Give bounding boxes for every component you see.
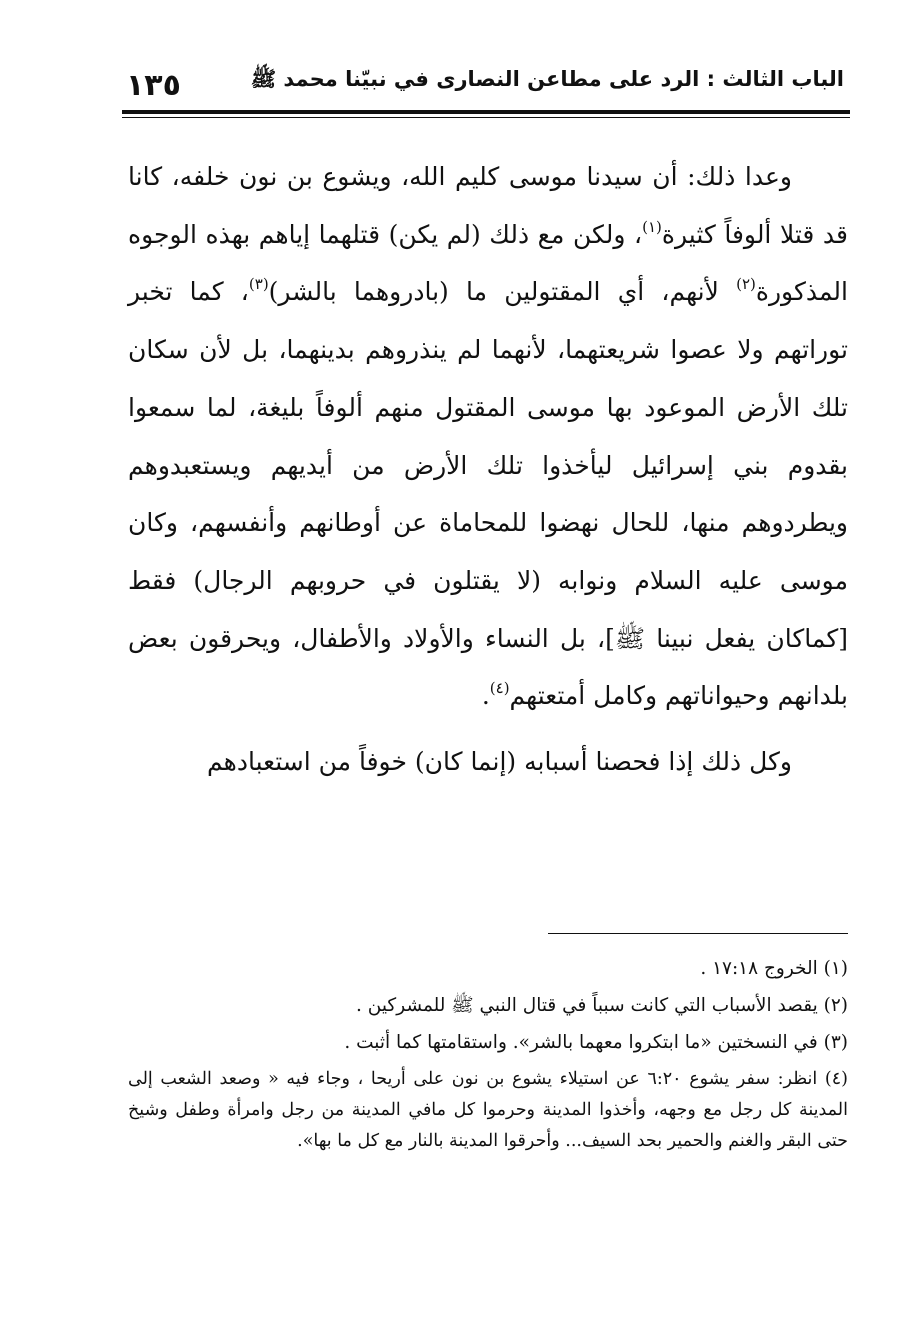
header-rule-thin xyxy=(122,117,850,118)
text-run: ، ولكن مع ذلك (لم يكن) قتلهما إياهم بهذه الوجوه المذكورة xyxy=(128,219,848,307)
footnote-4: (٤) انظر: سفر يشوع ٦:٢٠ عن استيلاء يشوع بن نون على أريحا ، وجاء فيه « وصعد الشعب إلى المدينة كل رجل مع وجهه، وأخذوا المدينة وحرموا كل مافي المدينة من رجل وامرأة وطفل وشيخ حتى البقر والغنم والحمير بحد السيف... وأحرقوا المدينة بالنار مع كل ما بها». xyxy=(128,1069,848,1151)
paragraph-1 xyxy=(128,148,848,725)
paragraph-2: وكل ذلك إذا فحصنا أسبابه (إنما كان) خوفاً من استعبادهم xyxy=(207,747,792,777)
footnote-1: (١) الخروج ١٧:١٨ . xyxy=(700,958,848,979)
text-run: . xyxy=(481,681,490,711)
footnote-2: (٢) يقصد الأسباب التي كانت سبباً في قتال النبي ﷺ للمشركين . xyxy=(356,995,848,1016)
footnote-3: (٣) في النسختين «ما ابتكروا معهما بالشر». واستقامتها كما أثبت . xyxy=(344,1032,848,1053)
footnote-marker-3: (٣) xyxy=(248,275,269,294)
footnote-separator xyxy=(548,933,848,934)
footnote-marker-2: (٢) xyxy=(736,275,756,294)
main-text xyxy=(128,148,848,791)
footnote-marker-1: (١) xyxy=(642,217,662,236)
header-rule-thick xyxy=(122,110,850,114)
footnotes xyxy=(128,953,848,1157)
text-run: ، كما تخبر توراتهم ولا عصوا شريعتهما، لأنهما لم ينذروهم بدينهما، بل لأن سكان تلك الأرض الموعود بها موسى المقتول منهم ألوفاً بليغة، لما سمعوا بقدوم بني إسرائيل ليأخذوا تلك الأرض من أيديهم ويستعبدوهم ويطردوهم منها، للحال نهضوا للمحاماة عن أوطانهم وأنفسهم، وكان موسى عليه السلام ونوابه (لا يقتلون في حروبهم الرجال) فقط [كماكان يفعل نبينا ﷺ]، بل النساء والأولاد والأطفال، ويحرقون بعض بلدانهم وحيواناتهم وكامل أمتعتهم xyxy=(128,277,848,711)
chapter-title: الباب الثالث : الرد على مطاعن النصارى في نبيّنا محمد ﷺ xyxy=(250,67,844,91)
text-run: وعدا ذلك: أن سيدنا موسى كليم الله، ويشوع بن نون خلفه، كانا قد قتلا ألوفاً كثيرة xyxy=(128,162,848,249)
text-run: لأنهم، أي المقتولين ما (بادروهما بالشر) xyxy=(268,277,737,307)
running-header xyxy=(122,62,850,108)
footnote-marker-4: (٤) xyxy=(489,679,510,698)
page-number: ١٣٥ xyxy=(126,68,181,103)
